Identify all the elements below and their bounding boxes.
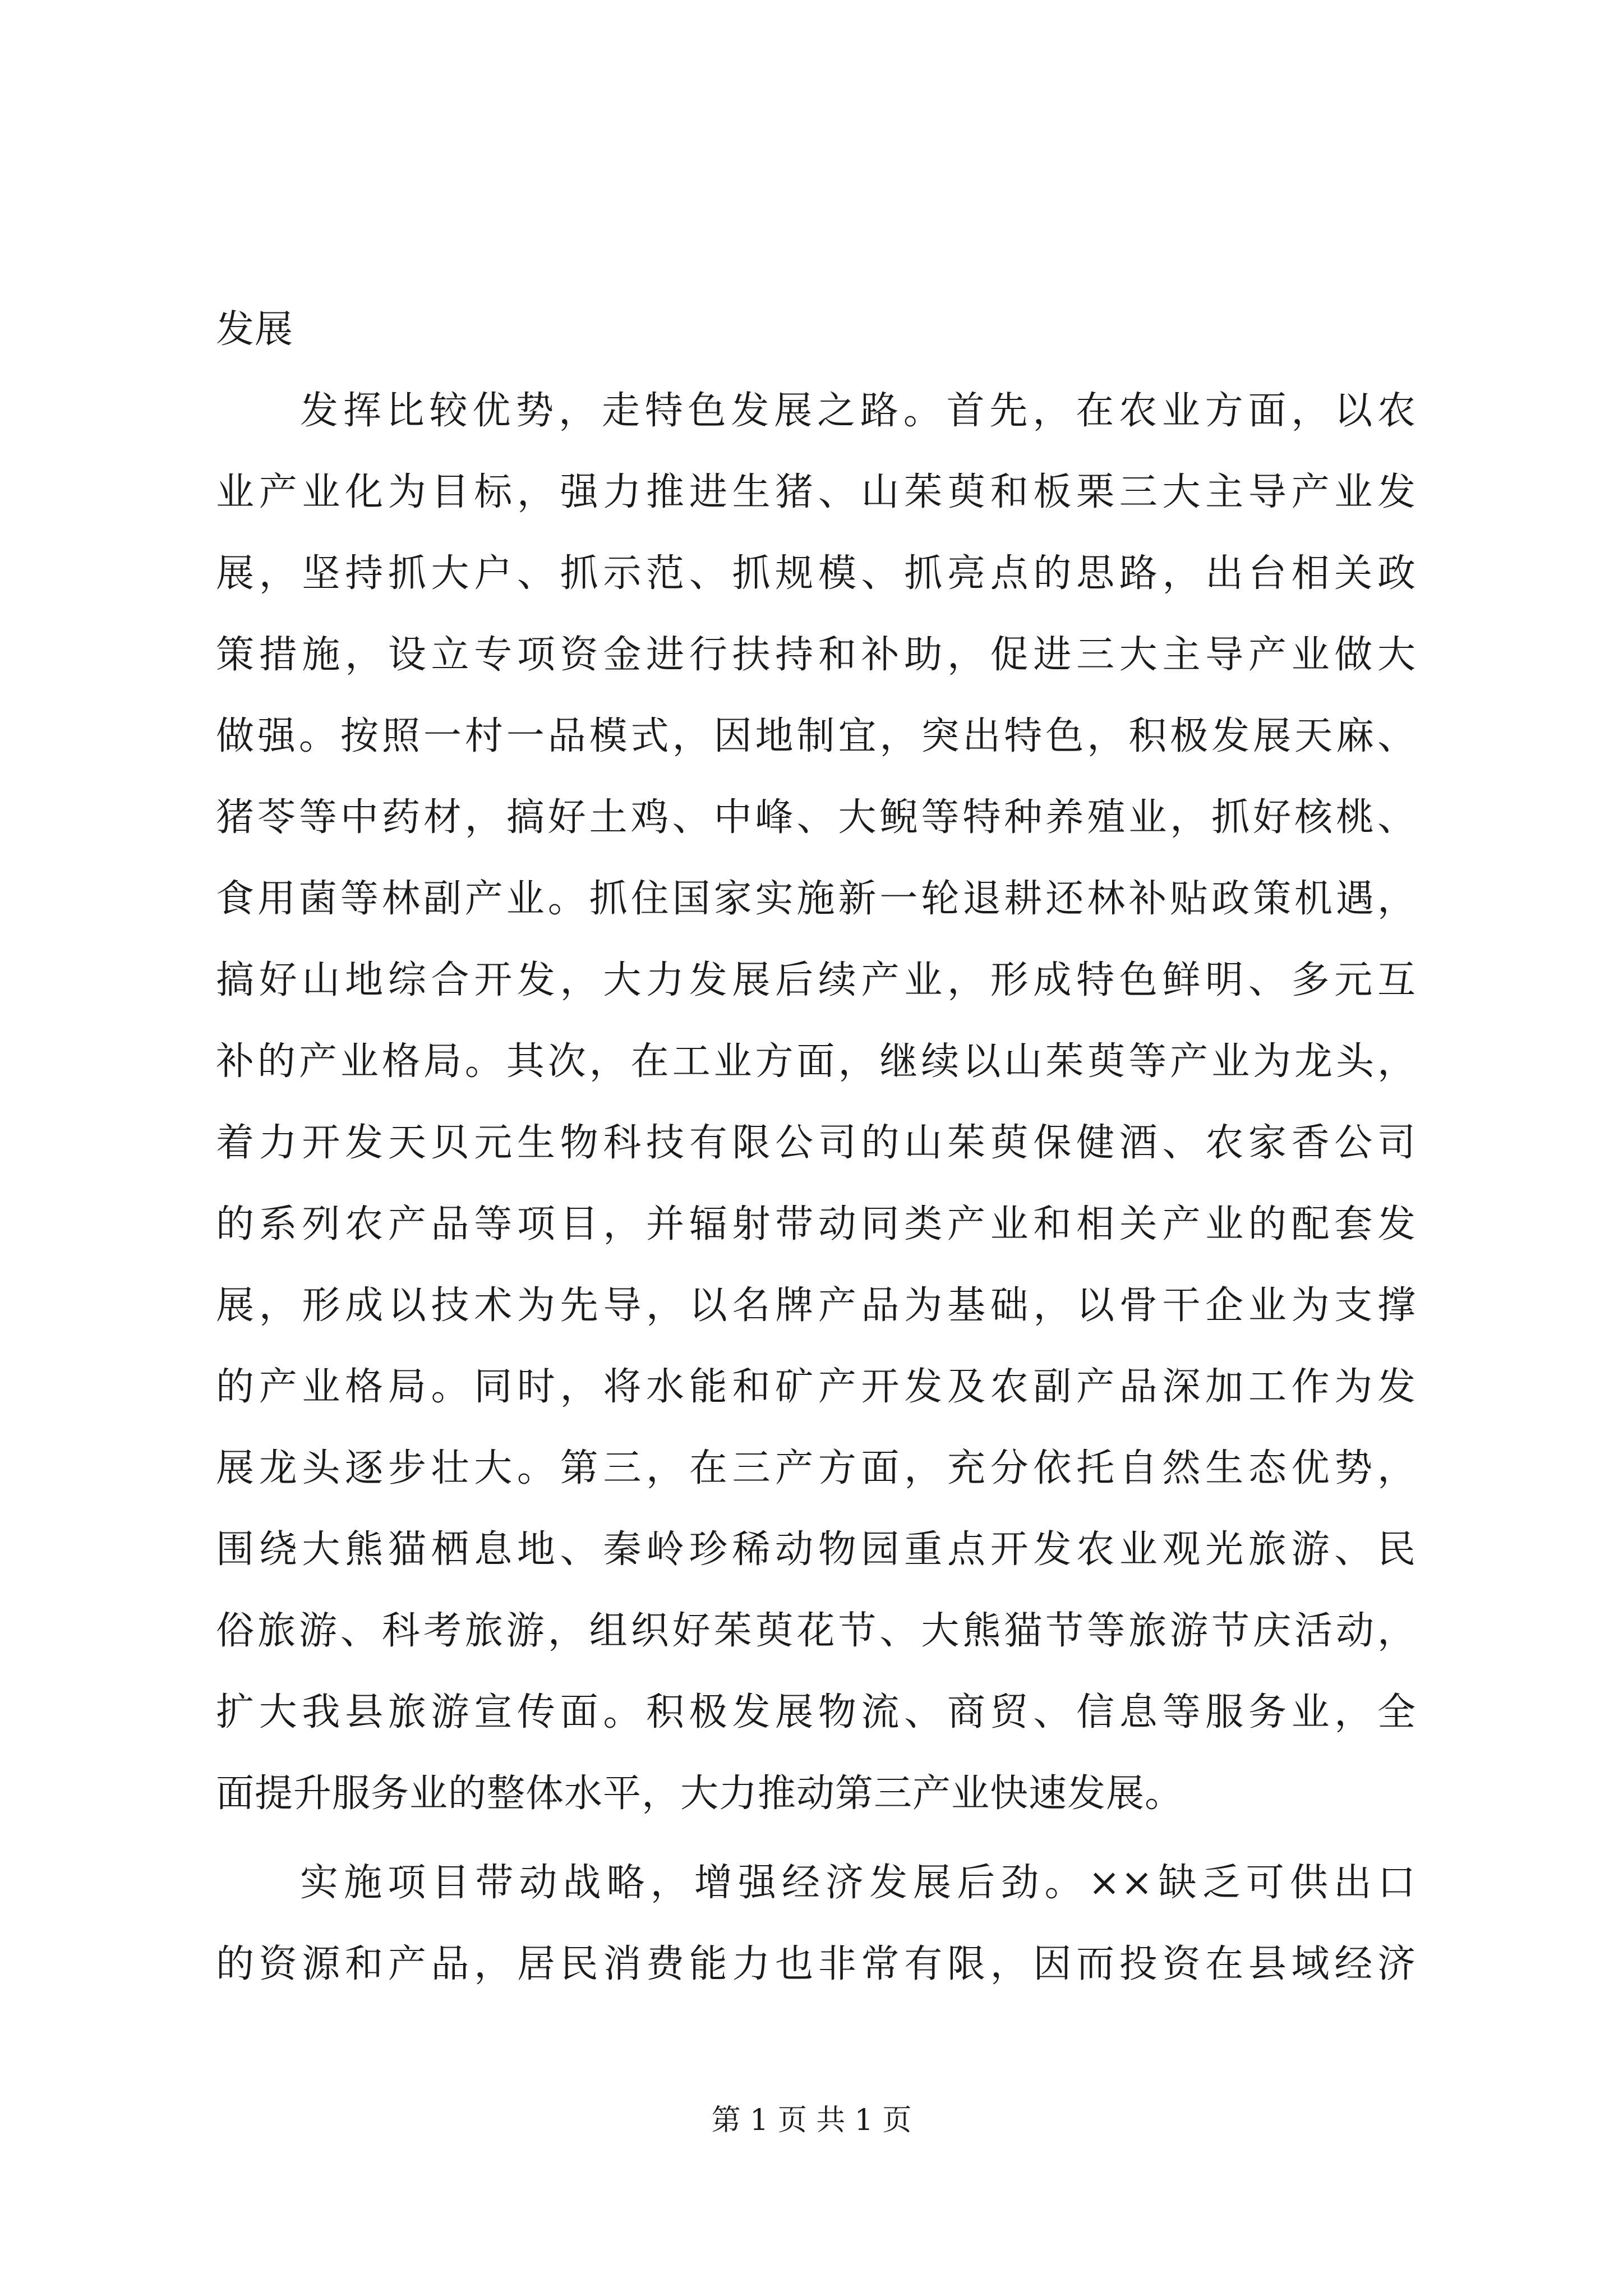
heading-fragment: 发展 — [216, 307, 294, 352]
paragraph-line: 的系列农产品等项目，并辐射带动同类产业和相关产业的配套发 — [216, 1202, 1416, 1246]
paragraph-line: 猪苓等中药材，搞好土鸡、中峰、大鲵等特种养殖业，抓好核桃、 — [216, 795, 1416, 840]
paragraph-line: 面提升服务业的整体水平，大力推动第三产业快速发展。 — [216, 1772, 1184, 1816]
paragraph-line: 展，坚持抓大户、抓示范、抓规模、抓亮点的思路，出台相关政 — [216, 551, 1416, 596]
paragraph-line: 实施项目带动战略，增强经济发展后劲。××缺乏可供出口 — [300, 1861, 1416, 1905]
paragraph-line: 的资源和产品，居民消费能力也非常有限，因而投资在县域经济 — [216, 1942, 1416, 1986]
paragraph-spacer — [216, 1834, 1416, 1842]
paragraph-line: 俗旅游、科考旅游，组织好茱萸花节、大熊猫节等旅游节庆活动， — [216, 1609, 1416, 1653]
paragraph-line: 业产业化为目标，强力推进生猪、山茱萸和板栗三大主导产业发 — [216, 470, 1416, 514]
paragraph-line: 的产业格局。同时，将水能和矿产开发及农副产品深加工作为发 — [216, 1365, 1416, 1409]
paragraph-line: 搞好山地综合开发，大力发展后续产业，形成特色鲜明、多元互 — [216, 958, 1416, 1002]
paragraph-1 — [216, 370, 1416, 1834]
paragraph-line: 着力开发天贝元生物科技有限公司的山茱萸保健酒、农家香公司 — [216, 1121, 1416, 1165]
paragraph-line: 发挥比较优势，走特色发展之路。首先，在农业方面，以农 — [300, 389, 1416, 433]
paragraph-2 — [216, 1842, 1416, 2005]
document-body — [216, 289, 1416, 2005]
paragraph-line: 做强。按照一村一品模式，因地制宜，突出特色，积极发展天麻、 — [216, 714, 1416, 758]
paragraph-line: 展龙头逐步壮大。第三，在三产方面，充分依托自然生态优势， — [216, 1446, 1416, 1490]
paragraph-line: 策措施，设立专项资金进行扶持和补助，促进三大主导产业做大 — [216, 633, 1416, 677]
paragraph-line: 补的产业格局。其次，在工业方面，继续以山茱萸等产业为龙头， — [216, 1039, 1416, 1084]
page-number-footer: 第 1 页 共 1 页 — [711, 2104, 912, 2137]
paragraph-line: 展，形成以技术为先导，以名牌产品为基础，以骨干企业为支撑 — [216, 1283, 1416, 1328]
paragraph-line: 扩大我县旅游宣传面。积极发展物流、商贸、信息等服务业，全 — [216, 1690, 1416, 1734]
paragraph-line: 围绕大熊猫栖息地、秦岭珍稀动物园重点开发农业观光旅游、民 — [216, 1527, 1416, 1572]
paragraph-line: 食用菌等林副产业。抓住国家实施新一轮退耕还林补贴政策机遇， — [216, 877, 1416, 921]
